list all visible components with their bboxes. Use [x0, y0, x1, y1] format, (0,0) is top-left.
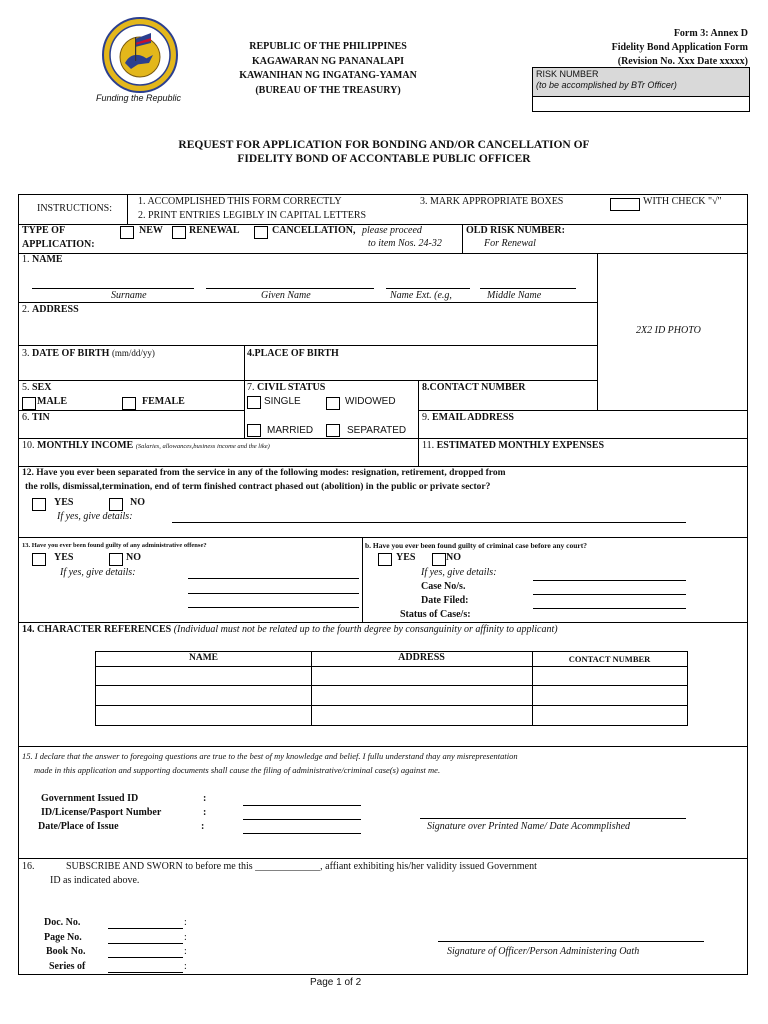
date-place-issue-line[interactable] — [243, 833, 361, 834]
sex-label: 5. SEX — [22, 382, 52, 393]
married-label: MARRIED — [267, 425, 314, 436]
q13a-details-line-2[interactable] — [188, 593, 359, 594]
married-checkbox[interactable] — [247, 424, 261, 437]
risk-number-box — [532, 67, 750, 112]
declaration-line-2: made in this application and supporting documents shall cause the filing of administrative/criminal case(s) against me. — [34, 765, 441, 775]
colon: : — [203, 793, 207, 804]
form-number: Form 3: Annex D — [673, 28, 748, 39]
with-check-note: WITH CHECK "√" — [643, 196, 722, 207]
instruction-2: 2. PRINT ENTRIES LEGIBLY IN CAPITAL LETTERS — [138, 210, 367, 221]
form-revision: (Revision No. Xxx Date xxxxx) — [617, 56, 748, 67]
q12-no-label: NO — [130, 497, 145, 508]
civil-status-label: 7. CIVIL STATUS — [247, 382, 326, 393]
separated-label: SEPARATED — [347, 425, 407, 436]
name-label: 1. NAME — [22, 254, 63, 265]
gov-line-4: (BUREAU OF THE TREASURY) — [255, 84, 401, 96]
sample-checkbox — [610, 198, 640, 211]
oath-number: 16. — [22, 861, 35, 872]
page-no-label: Page No. — [44, 932, 82, 943]
given-name-caption: Given Name — [261, 290, 311, 301]
single-checkbox[interactable] — [247, 396, 261, 409]
table-row[interactable] — [96, 686, 687, 705]
applicant-signature-caption: Signature over Printed Name/ Date Acommplished — [427, 821, 631, 832]
instruction-3: 3. MARK APPROPRIATE BOXES — [420, 196, 564, 207]
monthly-expenses-label: 11. ESTIMATED MONTHLY EXPENSES — [422, 440, 605, 451]
q12-no-checkbox[interactable] — [109, 498, 123, 511]
colon: : — [184, 917, 187, 928]
gov-line-3: KAWANIHAN NG INGATANG-YAMAN — [239, 70, 417, 81]
bureau-seal-logo — [95, 17, 185, 93]
q13b-details-line[interactable] — [533, 580, 686, 581]
id-number-line[interactable] — [243, 819, 361, 820]
q13b-no-label: NO — [446, 552, 461, 563]
cancellation-checkbox[interactable] — [254, 226, 268, 239]
government-id-line[interactable] — [243, 805, 361, 806]
page-number: Page 1 of 2 — [310, 977, 362, 988]
q13b-yes-checkbox[interactable] — [378, 553, 392, 566]
risk-number-label: RISK NUMBER — [536, 69, 599, 79]
government-header — [228, 40, 428, 98]
given-name-line[interactable] — [206, 288, 374, 289]
question-12-line-1: 12. Have you ever been separated from the service in any of the following modes: resignation, retirement, dropped from — [22, 468, 506, 478]
references-table — [95, 651, 688, 726]
title-line-1: REQUEST FOR APPLICATION FOR BONDING AND/OR CANCELLATION OF — [178, 139, 590, 151]
government-id-label: Government Issued ID — [41, 793, 139, 804]
case-number-label: Case No/s. — [421, 581, 466, 592]
male-label: MALE — [37, 396, 67, 407]
form-title — [0, 138, 768, 166]
single-label: SINGLE — [264, 396, 301, 407]
book-no-line[interactable] — [108, 957, 183, 958]
new-label: NEW — [139, 225, 163, 236]
q13a-no-label: NO — [126, 552, 141, 563]
middle-name-caption: Middle Name — [487, 290, 542, 301]
date-place-issue-label: Date/Place of Issue — [38, 821, 119, 832]
series-of-line[interactable] — [108, 972, 183, 973]
q12-details-label: If yes, give details: — [57, 511, 133, 522]
monthly-income-label: 10. MONTHLY INCOME (Salaries, allowances,business income and the like) — [22, 440, 270, 451]
colon: : — [184, 961, 187, 972]
declaration-line-1: 15. I declare that the answer to foregoing questions are true to the best of my knowledge and belief. I fullu understand thay any misrepresentation — [22, 751, 518, 761]
date-filed-label: Date Filed: — [421, 595, 469, 606]
id-number-label: ID/License/Pasport Number — [41, 807, 162, 818]
officer-signature-line[interactable] — [438, 941, 704, 942]
colon: : — [203, 807, 207, 818]
instructions-label: INSTRUCTIONS: — [37, 203, 113, 214]
address-label: 2. ADDRESS — [22, 304, 79, 315]
widowed-label: WIDOWED — [345, 396, 396, 407]
email-label: 9. EMAIL ADDRESS — [422, 412, 514, 423]
gov-line-2: KAGAWARAN NG PANANALAPI — [251, 55, 405, 67]
question-13b: b. Have you ever been found guilty of criminal case before any court? — [365, 541, 587, 550]
tin-label: 6. TIN — [22, 412, 50, 423]
male-checkbox[interactable] — [22, 397, 36, 410]
question-12-line-2: the rolls, dismissal,termination, end of term finished contract phased out (abolition) in the public or private sector? — [25, 482, 491, 492]
series-of-label: Series of — [49, 961, 86, 972]
q12-details-line[interactable] — [172, 522, 686, 523]
cancellation-note-2: to item Nos. 24-32 — [368, 238, 442, 249]
col-header-name: NAME — [188, 653, 219, 663]
character-references-title: 14. CHARACTER REFERENCES (Individual must not be related up to the fourth degree by consanguinity or affinity to applicant) — [22, 624, 558, 635]
id-photo-placeholder[interactable]: 2X2 ID PHOTO — [636, 325, 701, 336]
q13a-details-line-1[interactable] — [188, 578, 359, 579]
risk-number-input[interactable] — [533, 96, 749, 111]
gov-line-1: REPUBLIC OF THE PHILIPPINES — [249, 41, 407, 52]
application-type-label-2: APPLICATION: — [22, 239, 95, 250]
surname-line[interactable] — [32, 288, 194, 289]
tagline: Funding the Republic — [96, 93, 182, 103]
q13a-details-label: If yes, give details: — [60, 567, 136, 578]
col-header-address: ADDRESS — [398, 652, 445, 663]
q13b-yes-label: YES — [396, 552, 416, 563]
widowed-checkbox[interactable] — [326, 397, 340, 410]
contact-number-label: 8.CONTACT NUMBER — [422, 382, 526, 393]
q13a-yes-label: YES — [54, 552, 74, 563]
name-ext-line[interactable] — [386, 288, 470, 289]
case-status-label: Status of Case/s: — [400, 609, 471, 620]
colon: : — [184, 946, 187, 957]
date-filed-line[interactable] — [533, 608, 686, 609]
q13b-no-checkbox[interactable] — [432, 553, 446, 566]
renewal-label: RENEWAL — [189, 225, 240, 236]
q13a-yes-checkbox[interactable] — [32, 553, 46, 566]
q12-yes-checkbox[interactable] — [32, 498, 46, 511]
table-row[interactable] — [96, 667, 687, 685]
risk-number-note: (to be accomplished by BTr Officer) — [536, 80, 677, 90]
form-identifier — [612, 27, 748, 69]
doc-no-label: Doc. No. — [44, 917, 81, 928]
doc-no-line[interactable] — [108, 928, 183, 929]
form-name: Fidelity Bond Application Form — [611, 42, 748, 53]
applicant-signature-line[interactable] — [420, 818, 686, 819]
female-label: FEMALE — [142, 396, 185, 407]
book-no-label: Book No. — [46, 946, 86, 957]
date-of-birth-label: 3. DATE OF BIRTH (mm/dd/yy) — [22, 348, 155, 359]
surname-caption: Surname — [111, 290, 147, 301]
cancellation-note-1: please proceed — [362, 225, 422, 236]
old-risk-number-note: For Renewal — [484, 238, 536, 249]
officer-signature-caption: Signature of Officer/Person Administering Oath — [447, 946, 640, 957]
instruction-1: 1. ACCOMPLISHED THIS FORM CORRECTLY — [138, 196, 342, 207]
female-checkbox[interactable] — [122, 397, 136, 410]
old-risk-number-label: OLD RISK NUMBER: — [466, 225, 565, 236]
place-of-birth-label: 4.PLACE OF BIRTH — [247, 348, 339, 359]
separated-checkbox[interactable] — [326, 424, 340, 437]
middle-name-line[interactable] — [480, 288, 576, 289]
question-13a: 13. Have you ever been found guilty of any administrative offense? — [22, 542, 207, 549]
page-no-line[interactable] — [108, 943, 183, 944]
col-header-contact: CONTACT NUMBER — [568, 654, 651, 664]
table-row[interactable] — [96, 706, 687, 724]
q12-yes-label: YES — [54, 497, 74, 508]
title-line-2: FIDELITY BOND OF ACCONTABLE PUBLIC OFFICER — [237, 153, 531, 165]
renewal-checkbox[interactable] — [172, 226, 186, 239]
q13b-details-label: If yes, give details: — [421, 567, 497, 578]
oath-line-1: SUBSCRIBE AND SWORN to before me this _____________, affiant exhibiting his/her validity issued Government — [66, 861, 537, 872]
new-checkbox[interactable] — [120, 226, 134, 239]
case-number-line[interactable] — [533, 594, 686, 595]
oath-line-2: ID as indicated above. — [50, 875, 140, 886]
cancellation-label: CANCELLATION, — [272, 225, 356, 236]
colon: : — [184, 932, 187, 943]
colon: : — [201, 821, 205, 832]
name-ext-caption: Name Ext. (e.g, — [390, 290, 452, 301]
application-type-label-1: TYPE OF — [22, 225, 66, 236]
q13a-details-line-3[interactable] — [188, 607, 359, 608]
q13a-no-checkbox[interactable] — [109, 553, 123, 566]
